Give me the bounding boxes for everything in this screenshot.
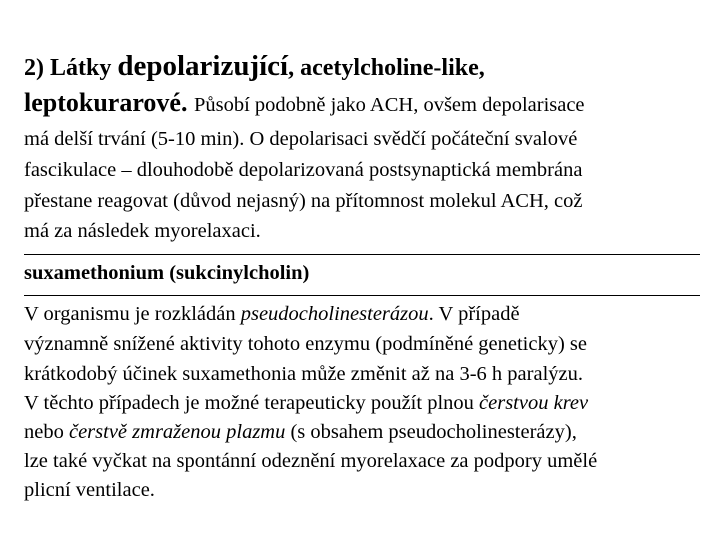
section-divider-top bbox=[24, 254, 700, 255]
intro-line-2: fascikulace – dlouhodobě depolarizovaná postsynaptická membrána bbox=[24, 159, 583, 181]
detail-line-5 bbox=[24, 421, 577, 444]
section-divider-bottom bbox=[24, 295, 700, 296]
detail-line-3: krátkodobý účinek suxamethonia může změnit až na 3-6 h paralýzu. bbox=[24, 363, 583, 385]
detail-line-6: lze také vyčkat na spontánní odeznění myorelaxace za podpory umělé bbox=[24, 450, 598, 472]
detail-enzyme-name: pseudocholinesterázou bbox=[240, 303, 429, 325]
detail-line-4 bbox=[24, 392, 588, 415]
detail-line-7: plicní ventilace. bbox=[24, 479, 155, 501]
heading-line-2 bbox=[24, 88, 585, 118]
intro-line-4: má za následek myorelaxaci. bbox=[24, 220, 261, 242]
detail-line-5-start: nebo bbox=[24, 421, 69, 443]
detail-line-1-end: . V případě bbox=[428, 303, 520, 325]
heading-term-main: depolarizující bbox=[117, 50, 289, 82]
intro-line-1: má delší trvání (5-10 min). O depolarisaci svědčí počáteční svalové bbox=[24, 128, 578, 150]
detail-line-1-start: V organismu je rozkládán bbox=[24, 303, 241, 325]
detail-line-5-end: (s obsahem pseudocholinesterázy), bbox=[285, 421, 577, 443]
detail-line-1 bbox=[24, 303, 520, 326]
detail-fresh-blood: čerstvou krev bbox=[479, 392, 589, 414]
detail-line-2: významně snížené aktivity tohoto enzymu (podmíněné geneticky) se bbox=[24, 333, 588, 355]
slide bbox=[24, 0, 704, 540]
detail-line-4-start: V těchto případech je možné terapeuticky použít plnou bbox=[24, 392, 480, 414]
heading-number: 2) Látky bbox=[24, 55, 118, 81]
heading-term-2: leptokurarové bbox=[24, 88, 181, 117]
detail-frozen-plasma: čerstvě zmraženou plazmu bbox=[68, 421, 286, 443]
heading-term-tail: , acetylcholine-like, bbox=[288, 55, 485, 81]
heading-term-2-tail: . bbox=[180, 88, 194, 117]
intro-line-3: přestane reagovat (důvod nejasný) na přítomnost molekul ACH, což bbox=[24, 190, 583, 212]
heading-line-2-text: Působí podobně jako ACH, ovšem depolarisace bbox=[193, 94, 585, 116]
drug-title: suxamethonium (sukcinylcholin) bbox=[24, 262, 310, 284]
heading-line-1 bbox=[24, 50, 485, 83]
